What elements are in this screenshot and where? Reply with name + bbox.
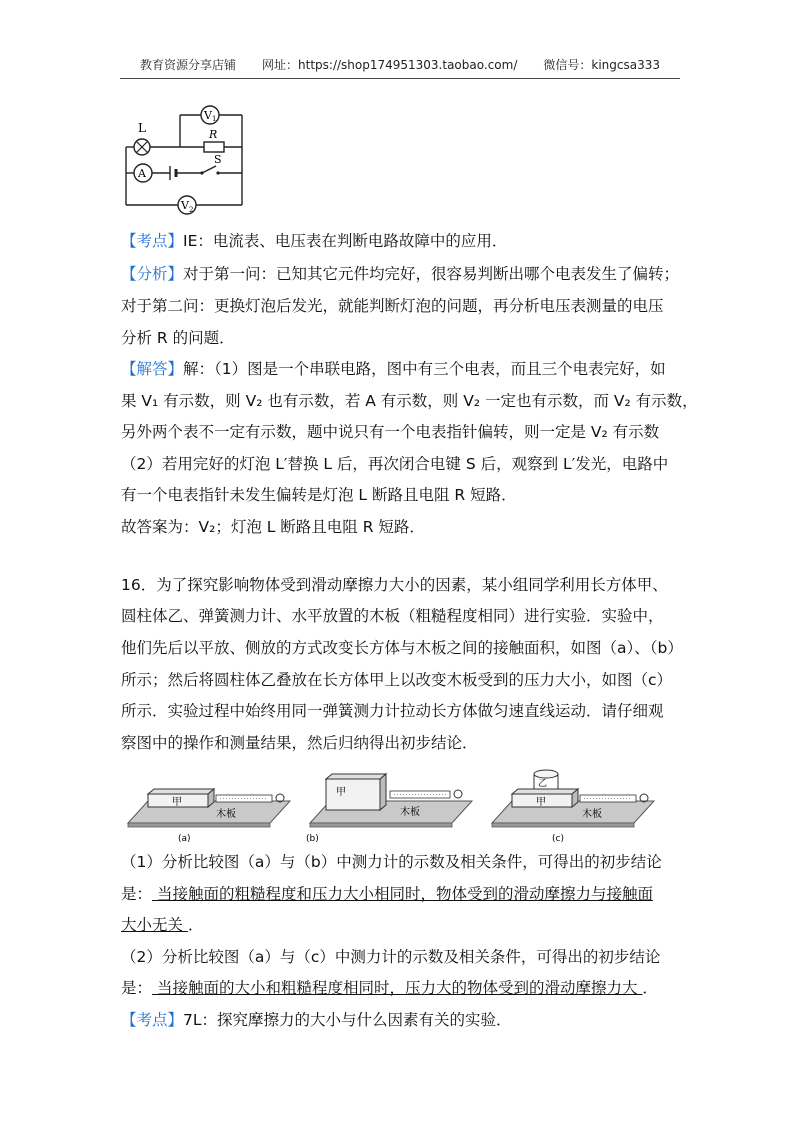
kaodian-tag: 【考点】 [121,232,184,250]
sub2-line-1: （2）分析比较图（a）与（c）中测力计的示数及相关条件，可得出的初步结论 [121,948,661,966]
jieda-line-1: 【解答】解：（1）图是一个串联电路，图中有三个电表，而且三个电表完好，如 [121,360,666,378]
q16-line-6: 察图中的操作和测量结果，然后归纳得出初步结论． [121,734,478,752]
svg-text:甲: 甲 [536,797,546,808]
sub2-line-2: 是： 当接触面的大小和粗糙程度相同时，压力大的物体受到的滑动摩擦力大 ． [121,979,658,997]
resistor-R [204,128,224,152]
circuit-diagram [118,97,248,219]
page-header [120,56,680,79]
figure-b [306,774,472,844]
fenxi-tag: 【分析】 [121,265,184,283]
sub1-answer: 当接触面的粗糙程度和压力大小相同时，物体受到的滑动摩擦力与接触面 [152,885,653,903]
svg-text:V: V [204,109,212,122]
jieda-line-5: 有一个电表指针未发生偏转是灯泡 L 断路且电阻 R 短路． [121,486,517,504]
kaodian-line: 【考点】IE：电流表、电压表在判断电路故障中的应用． [121,232,508,250]
sub1-answer-cont: 大小无关 [121,916,188,934]
voltmeter-V2 [178,196,196,214]
q16-line-5: 所示．实验过程中始终用同一弹簧测力计拉动长方体做匀速直线运动．请仔细观 [121,702,664,720]
svg-text:木板: 木板 [582,809,602,820]
wechat-id: 微信号：kingcsa333 [543,58,661,72]
svg-text:甲: 甲 [172,797,182,808]
svg-text:L: L [138,121,146,135]
svg-text:木板: 木板 [216,809,236,820]
svg-text:(a): (a) [178,834,191,844]
ammeter-A [134,164,152,182]
fenxi-line-1: 【分析】对于第一问：已知其它元件均完好，很容易判断出哪个电表发生了偏转； [121,265,680,283]
q16-line-1: 16．为了探究影响物体受到滑动摩擦力大小的因素，某小组同学利用长方体甲、 [121,576,668,594]
answer-line: 故答案为：V₂；灯泡 L 断路且电阻 R 短路． [121,518,425,536]
kaodian-tag-2: 【考点】 [121,1011,184,1029]
jieda-line-2: 果 V₁ 有示数，则 V₂ 也有示数，若 A 有示数，则 V₂ 一定也有示数，而 V₂ 有示数， [121,392,698,410]
svg-text:(c): (c) [552,834,564,844]
svg-text:R: R [209,128,218,141]
fenxi-line-3: 分析 R 的问题． [121,329,235,347]
figure-a [128,789,290,844]
svg-text:S: S [214,153,222,166]
sub1-line-2: 是： 当接触面的粗糙程度和压力大小相同时，物体受到的滑动摩擦力与接触面 [121,885,653,903]
jieda-line-4: （2）若用完好的灯泡 L′替换 L 后，再次闭合电键 S 后，观察到 L′发光，电路中 [121,455,669,473]
svg-text:乙: 乙 [538,779,548,789]
svg-text:V: V [181,199,189,212]
svg-text:2: 2 [189,206,194,214]
sub1-line-3: 大小无关 ． [121,916,204,934]
q16-line-4: 所示；然后将圆柱体乙叠放在长方体甲上以改变木板受到的压力大小，如图（c） [121,671,673,689]
shop-url: 网址：https://shop174951303.taobao.com/ [262,58,518,72]
shop-name: 教育资源分享店铺 [139,58,236,72]
experiment-figures [120,765,680,845]
q16-line-3: 他们先后以平放、侧放的方式改变长方体与木板之间的接触面积，如图（a）、（b） [121,639,683,657]
battery-icon [170,166,176,180]
figure-c [492,770,654,844]
jieda-tag: 【解答】 [121,360,184,378]
svg-text:木板: 木板 [400,807,420,818]
sub1-line-1: （1）分析比较图（a）与（b）中测力计的示数及相关条件，可得出的初步结论 [121,853,662,871]
switch-S [200,153,221,175]
voltmeter-V1 [201,106,219,124]
svg-text:A: A [138,167,146,180]
svg-text:1: 1 [212,115,217,123]
kaodian-line-2: 【考点】7L：探究摩擦力的大小与什么因素有关的实验． [121,1011,512,1029]
fenxi-line-2: 对于第二问：更换灯泡后发光，就能判断灯泡的问题，再分析电压表测量的电压 [121,297,664,315]
lamp-L [134,121,150,155]
sub2-answer: 当接触面的大小和粗糙程度相同时，压力大的物体受到的滑动摩擦力大 [152,979,643,997]
q16-line-2: 圆柱体乙、弹簧测力计、水平放置的木板（粗糙程度相同）进行实验．实验中， [121,607,664,625]
svg-text:(b): (b) [306,834,319,844]
jieda-line-3: 另外两个表不一定有示数，题中说只有一个电表指针偏转，则一定是 V₂ 有示数 [121,423,660,441]
svg-text:甲: 甲 [336,787,346,798]
